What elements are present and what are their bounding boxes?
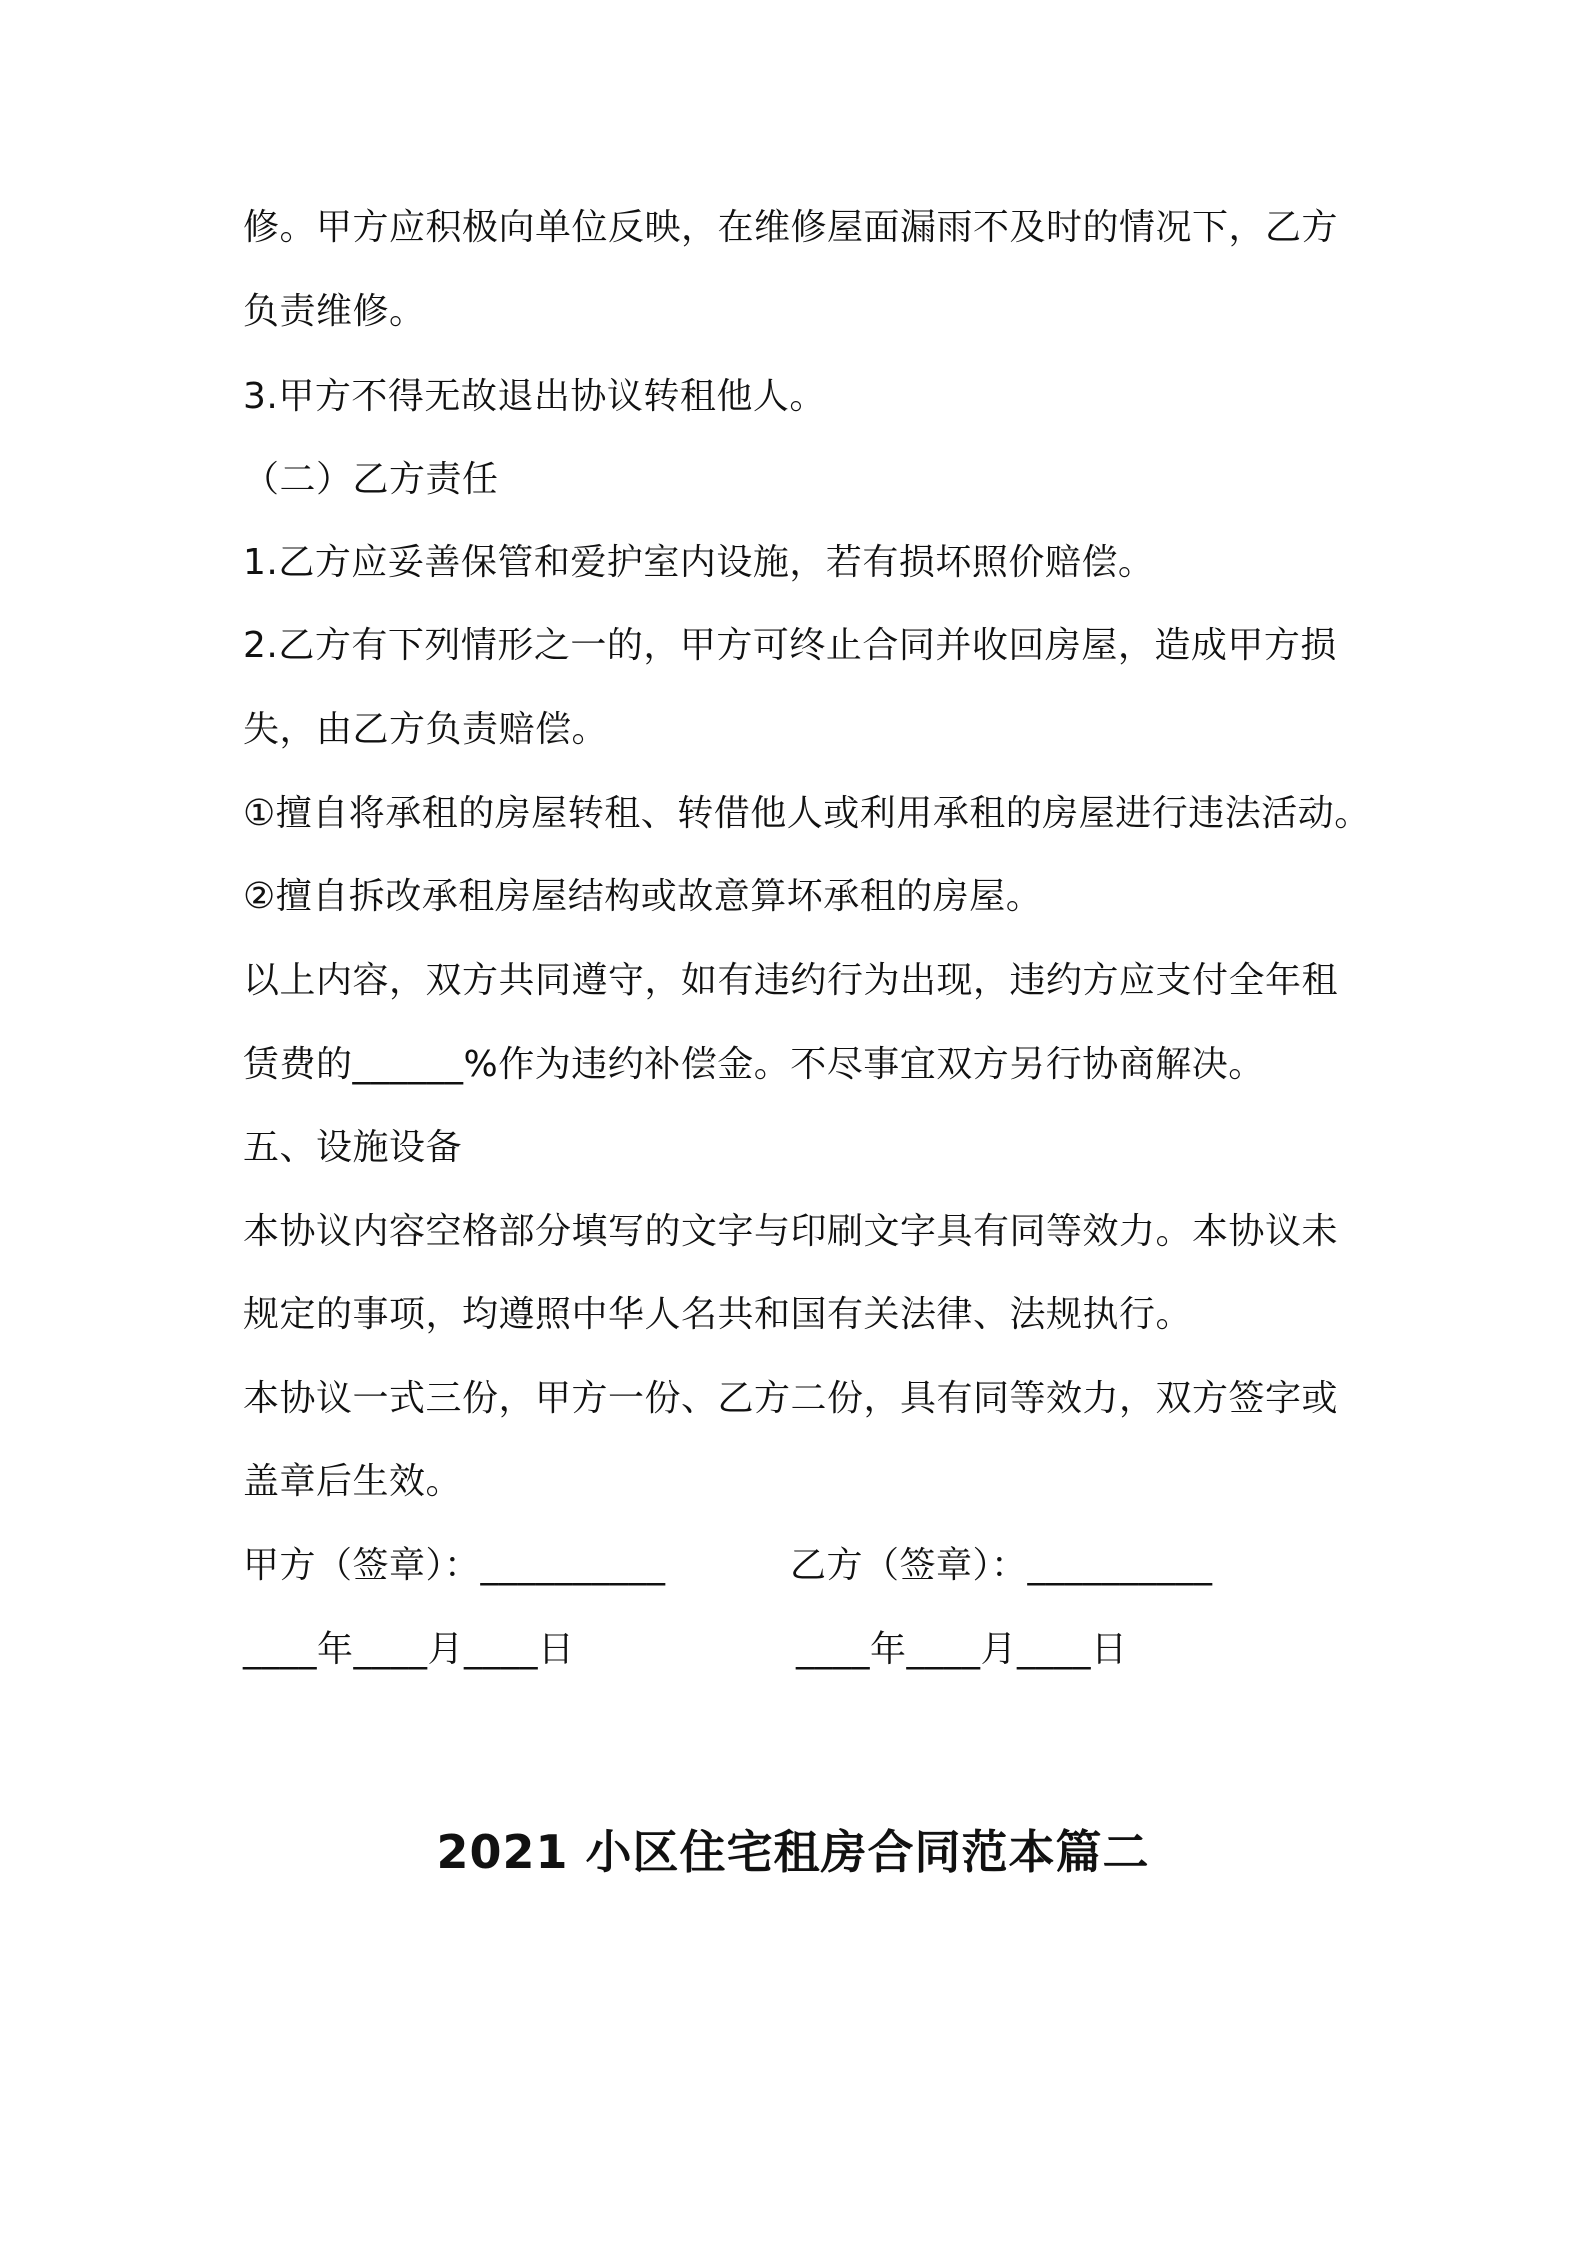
section-heading: 五、设施设备 [243, 1127, 463, 1168]
paragraph-line: 2.乙方有下列情形之一的，甲方可终止合同并收回房屋，造成甲方损 [243, 625, 1337, 666]
paragraph-line: ①擅自将承租的房屋转租、转借他人或利用承租的房屋进行违法活动。 [243, 793, 1371, 834]
paragraph-line: 规定的事项，均遵照中华人名共和国有关法律、法规执行。 [243, 1294, 1193, 1335]
paragraph-line: 以上内容，双方共同遵守，如有违约行为出现，违约方应支付全年租 [243, 960, 1339, 1001]
paragraph-line: 本协议一式三份，甲方一份、乙方二份，具有同等效力，双方签字或 [243, 1378, 1339, 1419]
paragraph-line: 负责维修。 [243, 291, 426, 332]
next-section-title: 2021 小区住宅租房合同范本篇二 [436, 1825, 1150, 1879]
paragraph-line: 修。甲方应积极向单位反映，在维修屋面漏雨不及时的情况下，乙方 [243, 207, 1339, 248]
party-a-date: ____年____月____日 [243, 1629, 575, 1670]
section-heading: （二）乙方责任 [243, 459, 499, 500]
party-b-signature: 乙方（签章）：__________ [790, 1545, 1213, 1586]
paragraph-line: 1.乙方应妥善保管和爱护室内设施，若有损坏照价赔偿。 [243, 542, 1155, 583]
paragraph-line: 3.甲方不得无故退出协议转租他人。 [243, 376, 826, 417]
paragraph-line: 盖章后生效。 [243, 1461, 463, 1502]
party-a-signature: 甲方（签章）：__________ [243, 1545, 666, 1586]
party-b-date: ____年____月____日 [796, 1629, 1128, 1670]
paragraph-line: 赁费的______%作为违约补偿金。不尽事宜双方另行协商解决。 [243, 1044, 1265, 1085]
paragraph-line: 本协议内容空格部分填写的文字与印刷文字具有同等效力。本协议未 [243, 1211, 1339, 1252]
paragraph-line: ②擅自拆改承租房屋结构或故意算坏承租的房屋。 [243, 876, 1043, 917]
paragraph-line: 失，由乙方负责赔偿。 [243, 709, 609, 750]
